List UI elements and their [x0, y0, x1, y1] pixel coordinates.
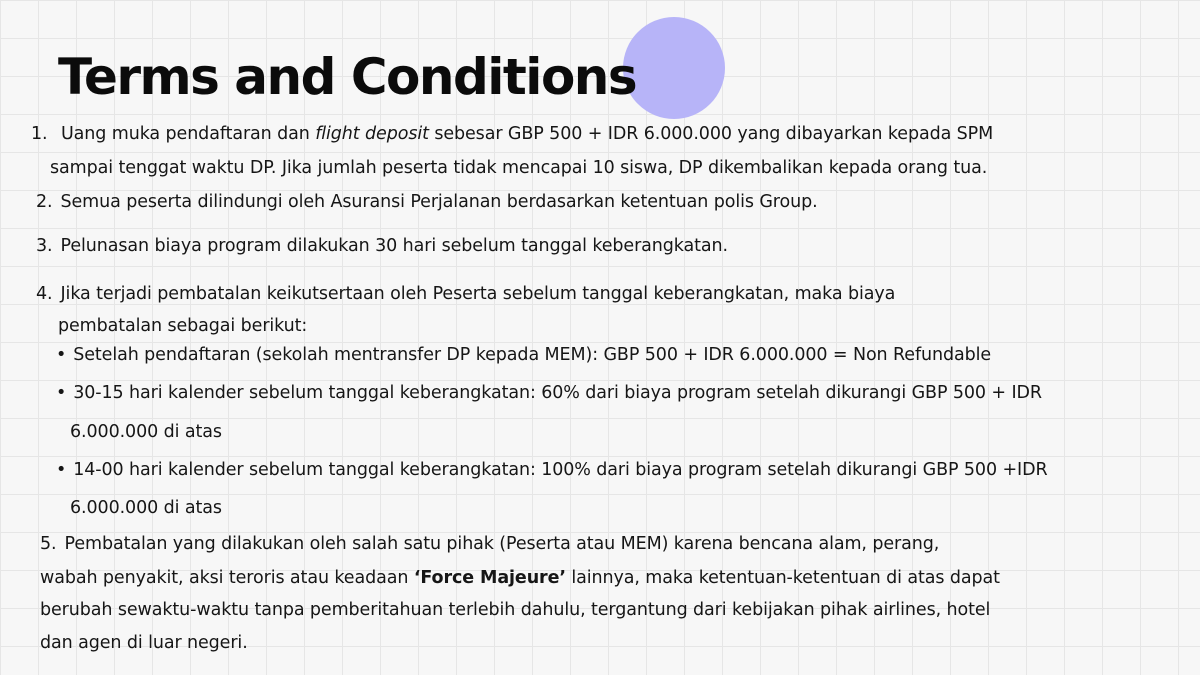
term-5-line-4: dan agen di luar negeri.	[40, 633, 248, 653]
decorative-circle	[623, 17, 725, 119]
term-1-emphasis: flight deposit	[315, 124, 429, 144]
term-4-bullet-3-line-2: 6.000.000 di atas	[70, 498, 222, 518]
term-4-bullet-1: • Setelah pendaftaran (sekolah mentransfer DP kepada MEM): GBP 500 + IDR 6.000.000 = Non Refundable	[56, 345, 992, 365]
term-4-bullet-2-line-1: • 30-15 hari kalender sebelum tanggal keberangkatan: 60% dari biaya program setelah dikurangi GBP 500 + IDR	[56, 383, 1042, 403]
term-4-bullet-3-line-1: • 14-00 hari kalender sebelum tanggal keberangkatan: 100% dari biaya program setelah dikurangi GBP 500 +IDR	[56, 460, 1048, 480]
term-4-line-1: 4. Jika terjadi pembatalan keikutsertaan oleh Peserta sebelum tanggal keberangkatan, maka biaya	[36, 284, 896, 304]
term-1-text-pre: Uang muka pendaftaran dan	[60, 124, 310, 144]
term-1-line-2: sampai tenggat waktu DP. Jika jumlah peserta tidak mencapai 10 siswa, DP dikembalikan kepada orang tua.	[50, 158, 988, 178]
bullet-icon: •	[56, 345, 67, 365]
term-2: 2. Semua peserta dilindungi oleh Asuransi Perjalanan berdasarkan ketentuan polis Group.	[36, 192, 818, 212]
force-majeure-emphasis: ‘Force Majeure’	[413, 568, 566, 588]
term-5-line-2: wabah penyakit, aksi teroris atau keadaan ‘Force Majeure’ lainnya, maka ketentuan-ketentuan di atas dapat	[40, 568, 1000, 588]
term-3: 3. Pelunasan biaya program dilakukan 30 hari sebelum tanggal keberangkatan.	[36, 236, 728, 256]
bullet-icon: •	[56, 383, 67, 403]
term-1-line-1: 1. Uang muka pendaftaran dan flight deposit sebesar GBP 500 + IDR 6.000.000 yang dibayarkan kepada SPM	[31, 124, 994, 144]
term-4-line-2: pembatalan sebagai berikut:	[58, 316, 308, 336]
page-title: Terms and Conditions	[58, 48, 637, 106]
term-4-bullet-2-line-2: 6.000.000 di atas	[70, 422, 222, 442]
term-5-line-3: berubah sewaktu-waktu tanpa pemberitahuan terlebih dahulu, tergantung dari kebijakan pihak airlines, hotel	[40, 600, 991, 620]
term-5-line-1: 5. Pembatalan yang dilakukan oleh salah satu pihak (Peserta atau MEM) karena bencana alam, perang,	[40, 534, 940, 554]
bullet-icon: •	[56, 460, 67, 480]
term-1-text-post: sebesar GBP 500 + IDR 6.000.000 yang dibayarkan kepada SPM	[434, 124, 994, 144]
